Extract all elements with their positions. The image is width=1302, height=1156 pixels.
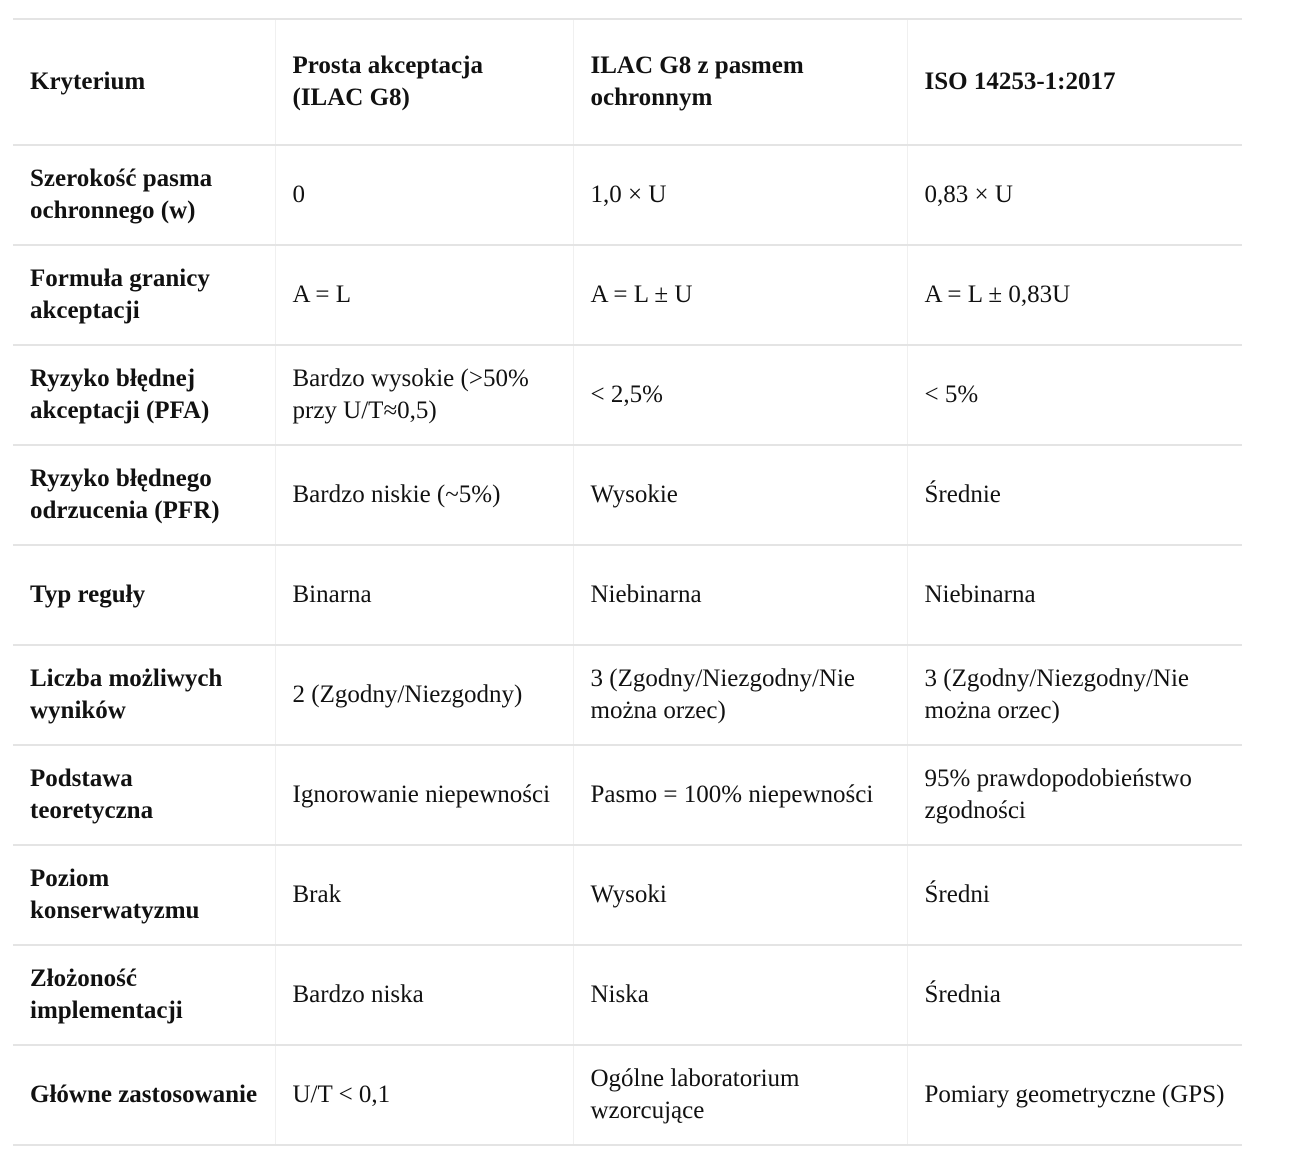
table-cell: A = L (275, 245, 573, 345)
table-cell: 3 (Zgodny/Niezgodny/Nie można orzec) (573, 645, 907, 745)
table-row (13, 845, 1242, 945)
table-row (13, 1045, 1242, 1145)
criterion-cell: Złożoność implementacji (13, 945, 275, 1045)
table-cell: A = L ± U (573, 245, 907, 345)
table-cell: < 2,5% (573, 345, 907, 445)
table-cell: < 5% (907, 345, 1242, 445)
table-cell: Ignorowanie niepewności (275, 745, 573, 845)
table-cell: Bardzo niskie (~5%) (275, 445, 573, 545)
table-cell: Średnie (907, 445, 1242, 545)
criterion-cell: Ryzyko błędnej akceptacji (PFA) (13, 345, 275, 445)
table-cell: 2 (Zgodny/Niezgodny) (275, 645, 573, 745)
table-cell: Pomiary geometryczne (GPS) (907, 1045, 1242, 1145)
criterion-cell: Liczba możliwych wyników (13, 645, 275, 745)
table-cell: 0,83 × U (907, 145, 1242, 245)
table-row (13, 545, 1242, 645)
table-cell: 0 (275, 145, 573, 245)
header-ilac-guard-band: ILAC G8 z pasmem ochronnym (573, 19, 907, 145)
table-row (13, 345, 1242, 445)
table-cell: 1,0 × U (573, 145, 907, 245)
table-cell: Wysokie (573, 445, 907, 545)
table-row (13, 945, 1242, 1045)
table-row (13, 645, 1242, 745)
criterion-cell: Poziom konserwatyzmu (13, 845, 275, 945)
table-cell: Binarna (275, 545, 573, 645)
table-cell: Niska (573, 945, 907, 1045)
header-iso-14253: ISO 14253-1:2017 (907, 19, 1242, 145)
table-cell: Bardzo wysokie (>50% przy U/T≈0,5) (275, 345, 573, 445)
table-cell: A = L ± 0,83U (907, 245, 1242, 345)
table-cell: Niebinarna (907, 545, 1242, 645)
table-cell: U/T < 0,1 (275, 1045, 573, 1145)
table-cell: Ogólne laboratorium wzorcujące (573, 1045, 907, 1145)
table-cell: Brak (275, 845, 573, 945)
table-row (13, 445, 1242, 545)
header-row (13, 19, 1242, 145)
table-cell: Pasmo = 100% niepewności (573, 745, 907, 845)
criterion-cell: Ryzyko błędnego odrzucenia (PFR) (13, 445, 275, 545)
header-criterion: Kryterium (13, 19, 275, 145)
table-row (13, 745, 1242, 845)
criterion-cell: Szerokość pasma ochronnego (w) (13, 145, 275, 245)
criterion-cell: Typ reguły (13, 545, 275, 645)
table-cell: 95% prawdopodobieństwo zgodności (907, 745, 1242, 845)
criterion-cell: Główne zastosowanie (13, 1045, 275, 1145)
criterion-cell: Formuła granicy akceptacji (13, 245, 275, 345)
table-row (13, 245, 1242, 345)
table-cell: Wysoki (573, 845, 907, 945)
table-row (13, 145, 1242, 245)
table-cell: Średnia (907, 945, 1242, 1045)
criterion-cell: Podstawa teoretyczna (13, 745, 275, 845)
comparison-table (13, 18, 1242, 1146)
table-cell: Średni (907, 845, 1242, 945)
table-cell: Niebinarna (573, 545, 907, 645)
header-simple-acceptance: Prosta akceptacja (ILAC G8) (275, 19, 573, 145)
table-cell: Bardzo niska (275, 945, 573, 1045)
table-cell: 3 (Zgodny/Niezgodny/Nie można orzec) (907, 645, 1242, 745)
